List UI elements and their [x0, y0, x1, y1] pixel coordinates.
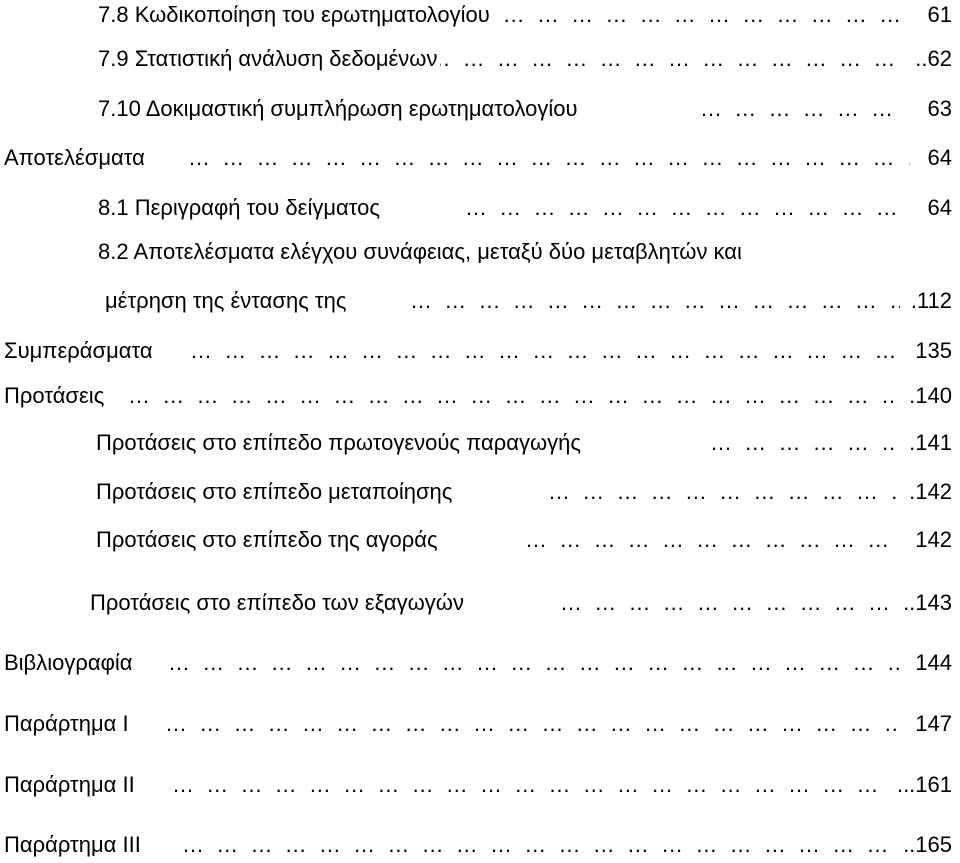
- toc-entry-title: 7.8 Κωδικοποίηση του ερωτηματολογίου: [98, 0, 492, 30]
- leader-dots: [710, 428, 898, 458]
- toc-entry-bibliography[interactable]: [0, 648, 960, 678]
- toc-entry-title: Προτάσεις στο επίπεδο μεταποίησης: [96, 477, 454, 507]
- toc-entry-title: Προτάσεις στο επίπεδο της αγοράς: [96, 525, 440, 555]
- leader-dots: [700, 94, 908, 124]
- toc-entry-page: 142: [914, 525, 952, 555]
- leader-dots: [548, 477, 898, 507]
- toc-entry-proposals-primary[interactable]: [0, 428, 960, 458]
- leader-dots: [128, 381, 898, 411]
- toc-entry-appendix-3[interactable]: [0, 830, 960, 860]
- toc-entry-page: .141: [908, 428, 952, 458]
- leader-dots: [165, 709, 900, 739]
- leader-dots: [190, 336, 898, 366]
- toc-entry-page: 64: [927, 193, 952, 223]
- toc-entry-title: Βιβλιογραφία: [4, 648, 134, 678]
- toc-entry-8-2[interactable]: [0, 237, 960, 267]
- toc-entry-title: Προτάσεις: [4, 381, 106, 411]
- toc-entry-page: 147: [914, 709, 952, 739]
- toc-entry-page: 63: [927, 94, 952, 124]
- leader-dots: [410, 286, 900, 316]
- leader-dots: [188, 143, 910, 173]
- leader-dots: [465, 193, 910, 223]
- leader-dots: [360, 44, 898, 74]
- toc-entry-page: .142: [908, 477, 952, 507]
- toc-entry-8-2-cont[interactable]: [0, 286, 960, 316]
- toc-entry-title: 8.2 Αποτελέσματα ελέγχου συνάφειας, μεταξύ δύο μεταβλητών και: [98, 237, 744, 267]
- toc-entry-page: 135: [914, 336, 952, 366]
- toc-entry-appendix-1[interactable]: [0, 709, 960, 739]
- toc-entry-title: Αποτελέσματα: [4, 143, 147, 173]
- leader-dots: [168, 648, 900, 678]
- toc-entry-7-10[interactable]: [0, 94, 960, 124]
- toc-entry-conclusions[interactable]: [0, 336, 960, 366]
- toc-entry-title: Παράρτημα ΙΙΙ: [4, 830, 143, 860]
- leader-dots: [182, 830, 892, 860]
- leader-dots: [172, 770, 892, 800]
- toc-entry-page: ...161: [896, 770, 952, 800]
- toc-entry-page: 144: [914, 648, 952, 678]
- toc-entry-title: μέτρηση της έντασης της: [105, 286, 348, 316]
- toc-entry-proposals-exports[interactable]: [0, 588, 960, 618]
- toc-entry-results[interactable]: [0, 143, 960, 173]
- toc-entry-title: Συμπεράσματα: [4, 336, 155, 366]
- toc-entry-page: ..143: [902, 588, 952, 618]
- toc-entry-title: Παράρτημα ΙΙ: [4, 770, 137, 800]
- toc-entry-title: Παράρτημα Ι: [4, 709, 131, 739]
- toc-entry-page: ..165: [902, 830, 952, 860]
- toc-entry-page: 61: [927, 0, 952, 30]
- toc-entry-title: 8.1 Περιγραφή του δείγματος: [98, 193, 382, 223]
- toc-entry-proposals-market[interactable]: [0, 525, 960, 555]
- leader-dots: [525, 525, 898, 555]
- toc-entry-title: 7.10 Δοκιμαστική συμπλήρωση ερωτηματολογίου: [98, 94, 580, 124]
- toc-entry-title: Προτάσεις στο επίπεδο των εξαγωγών: [90, 588, 466, 618]
- toc-entry-page: 64: [927, 143, 952, 173]
- toc-entry-7-9[interactable]: [0, 44, 960, 74]
- toc-entry-7-8[interactable]: [0, 0, 960, 30]
- toc-entry-page: ..62: [914, 44, 952, 74]
- toc-entry-page: .140: [908, 381, 952, 411]
- toc-entry-page: .112: [910, 286, 952, 316]
- toc-entry-appendix-2[interactable]: [0, 770, 960, 800]
- toc-entry-8-1[interactable]: [0, 193, 960, 223]
- toc-entry-title: 7.9 Στατιστική ανάλυση δεδομένων: [98, 44, 440, 74]
- toc-entry-proposals[interactable]: [0, 381, 960, 411]
- leader-dots: [560, 588, 888, 618]
- toc-entry-title: Προτάσεις στο επίπεδο πρωτογενούς παραγωγής: [96, 428, 583, 458]
- toc-entry-proposals-processing[interactable]: [0, 477, 960, 507]
